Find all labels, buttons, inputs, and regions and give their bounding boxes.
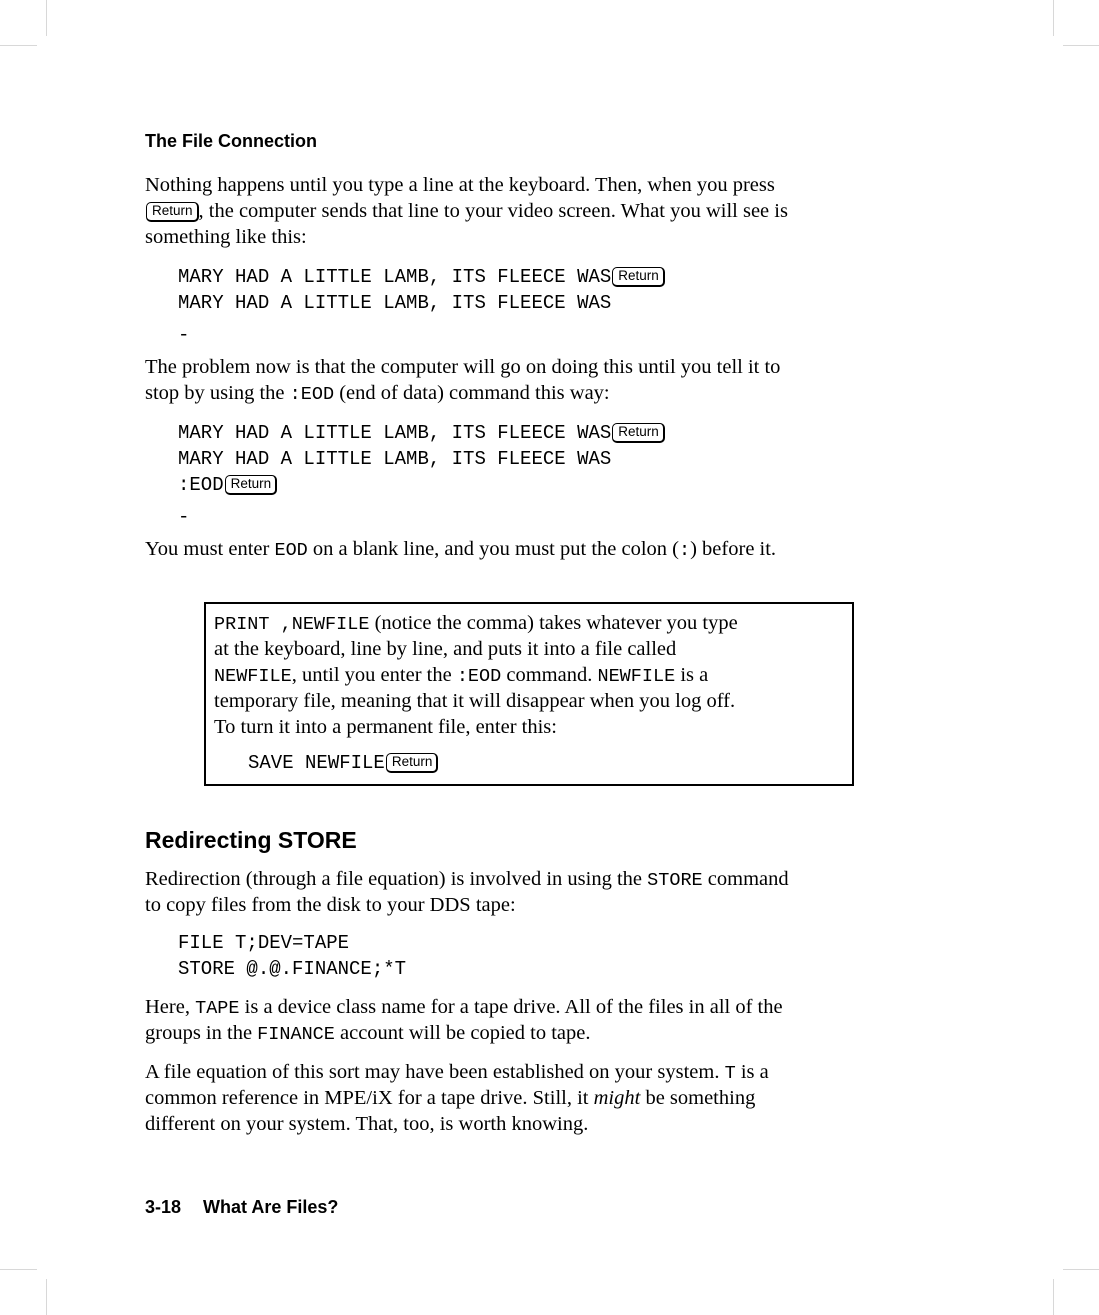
inline-code: T (724, 1063, 736, 1084)
page-body (145, 130, 945, 1137)
code-line: SAVE NEWFILE Return (248, 750, 844, 776)
text-line: Nothing happens until you type a line at the keyboard. Then, when you press (145, 174, 775, 196)
code-line: MARY HAD A LITTLE LAMB, ITS FLEECE WAS Return (178, 420, 945, 446)
text-line: different on your system. That, too, is worth knowing. (145, 1113, 589, 1135)
text-line: common reference in MPE/iX for a tape drive. Still, it might be something (145, 1087, 756, 1109)
return-key-icon: Return (386, 753, 439, 773)
tape-paragraph (145, 994, 945, 1046)
crop-mark (1063, 1269, 1099, 1270)
text-line: stop by using the :EOD (end of data) command this way: (145, 382, 610, 405)
return-key-icon: Return (612, 267, 665, 287)
crop-mark (0, 1269, 37, 1270)
note-box (204, 602, 854, 786)
cursor: - (178, 506, 190, 528)
inline-code: TAPE (195, 998, 240, 1019)
page-footer (145, 1196, 338, 1218)
store-paragraph (145, 866, 945, 918)
text-line: You must enter EOD on a blank line, and you must put the colon (:) before it. (145, 538, 777, 561)
return-key-icon: Return (612, 423, 665, 443)
inline-code: NEWFILE (214, 666, 292, 687)
text-line: NEWFILE, until you enter the :EOD command. NEWFILE is a (214, 664, 709, 687)
text-line: Redirection (through a file equation) is involved in using the STORE command (145, 868, 789, 891)
crop-mark (0, 45, 37, 46)
text-line: at the keyboard, line by line, and puts it into a file called (214, 638, 677, 660)
crop-mark (1053, 1279, 1054, 1315)
code-line: MARY HAD A LITTLE LAMB, ITS FLEECE WAS (178, 292, 612, 314)
code-line: MARY HAD A LITTLE LAMB, ITS FLEECE WAS (178, 448, 612, 470)
text-line: Here, TAPE is a device class name for a tape drive. All of the files in all of the (145, 996, 783, 1019)
inline-code: STORE (647, 870, 703, 891)
text-line: something like this: (145, 226, 307, 248)
inline-code: PRINT ,NEWFILE (214, 614, 370, 635)
return-key-icon: Return (225, 475, 278, 495)
return-key-icon: Return (146, 202, 199, 222)
inline-code: FINANCE (257, 1024, 335, 1045)
code-line: MARY HAD A LITTLE LAMB, ITS FLEECE WAS Return (178, 264, 945, 290)
text-line: temporary file, meaning that it will disappear when you log off. (214, 690, 736, 712)
text-line: A file equation of this sort may have been established on your system. T is a (145, 1061, 769, 1084)
crop-mark (46, 1279, 47, 1315)
page-number: 3-18 (145, 1197, 182, 1217)
inline-code: NEWFILE (597, 666, 676, 687)
code-example-1 (178, 264, 945, 348)
text-line: PRINT ,NEWFILE (notice the comma) takes whatever you type (214, 612, 738, 635)
text-line: The problem now is that the computer will go on doing this until you tell it to (145, 356, 781, 378)
text-line: to copy files from the disk to your DDS tape: (145, 894, 516, 916)
inline-code: :EOD (289, 384, 335, 405)
code-line: FILE T;DEV=TAPE (178, 932, 350, 954)
note-text (214, 610, 844, 740)
note-code (248, 750, 844, 776)
code-example-2 (178, 420, 945, 530)
inline-code: :EOD (456, 666, 502, 687)
equation-paragraph (145, 1059, 945, 1137)
code-line: :EOD Return (178, 472, 945, 498)
problem-paragraph (145, 354, 945, 406)
crop-mark (1053, 0, 1054, 36)
inline-code: : (679, 540, 691, 561)
cursor: - (178, 324, 190, 346)
inline-code: EOD (274, 540, 308, 561)
code-example-3 (178, 930, 945, 982)
section-heading: Redirecting STORE (145, 827, 357, 853)
text-line: Return , the computer sends that line to your video screen. What you will see is (145, 198, 945, 224)
code-line: STORE @.@.FINANCE;*T (178, 958, 407, 980)
text-line: To turn it into a permanent file, enter this: (214, 716, 557, 738)
text-line: groups in the FINANCE account will be copied to tape. (145, 1022, 591, 1045)
running-head: The File Connection (145, 131, 318, 151)
intro-paragraph (145, 172, 945, 250)
crop-mark (1063, 45, 1099, 46)
crop-mark (46, 0, 47, 36)
emphasis: might (593, 1087, 641, 1109)
eod-paragraph (145, 536, 945, 562)
chapter-title: What Are Files? (203, 1197, 339, 1217)
